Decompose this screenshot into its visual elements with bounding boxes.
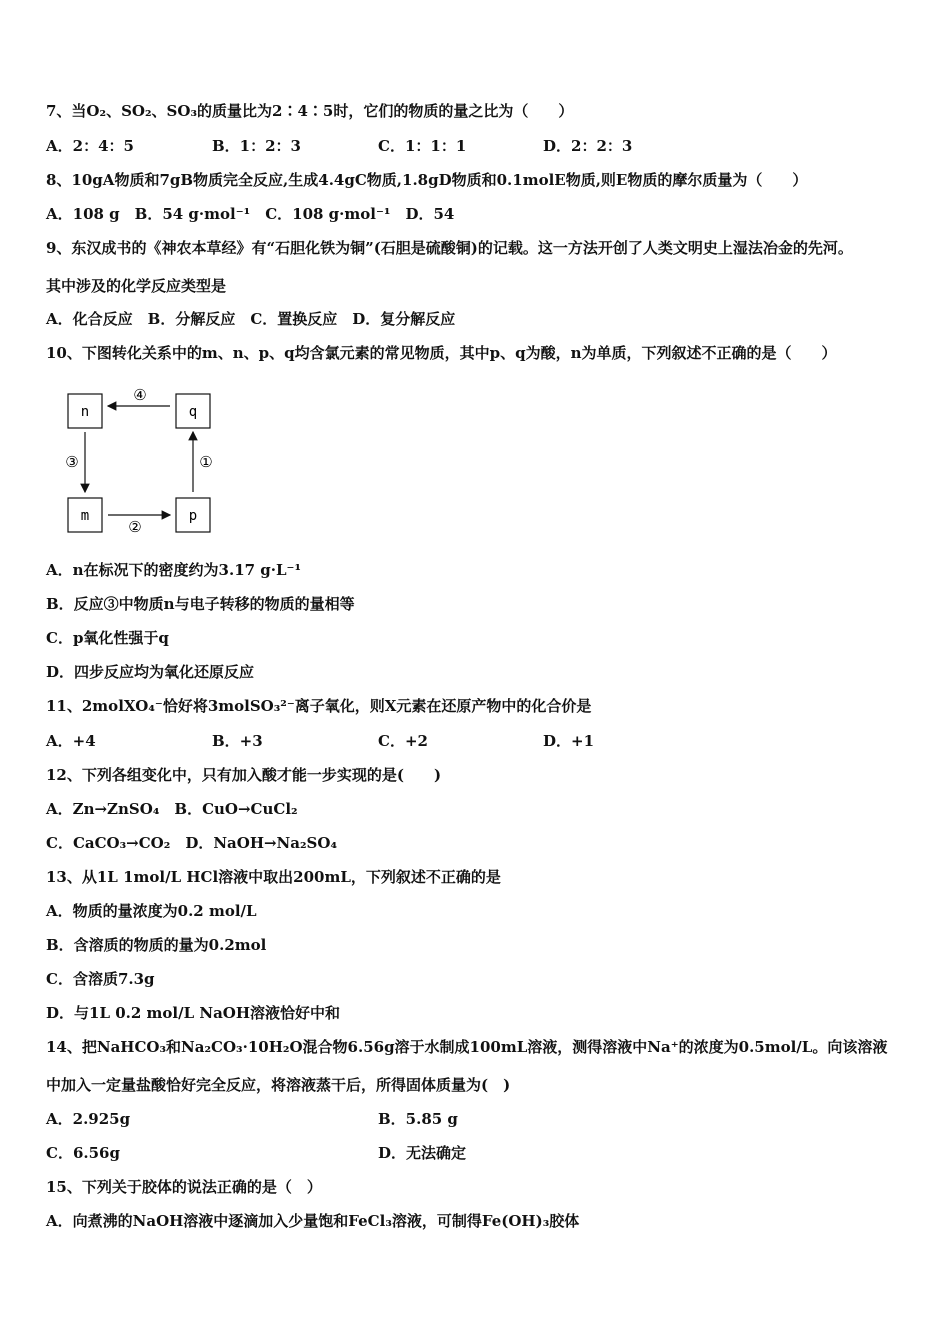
question-12-options-line-1: A．Zn→ZnSO₄ B．CuO→CuCl₂ [46,800,298,818]
question-15-stem: 15、下列关于胶体的说法正确的是（ ） [46,1178,322,1196]
question-7-stem: 7、当O₂、SO₂、SO₃的质量比为2∶4∶5时，它们的物质的量之比为（ ） [46,102,574,120]
question-7-option-a: A．2：4：5 [46,137,134,155]
conversion-diagram [50,380,230,540]
question-12-stem: 12、下列各组变化中，只有加入酸才能一步实现的是( ) [46,766,442,784]
question-14-stem-line-1: 14、把NaHCO₃和Na₂CO₃·10H₂O混合物6.56g溶于水制成100mL溶液，测得溶液中Na⁺的浓度为0.5mol/L。向该溶液 [46,1038,888,1056]
question-7-option-b: B．1：2：3 [212,137,301,155]
question-11-stem: 11、2molXO₄⁻恰好将3molSO₃²⁻离子氧化，则X元素在还原产物中的化合价是 [46,697,592,715]
question-14-stem-line-2: 中加入一定量盐酸恰好完全反应，将溶液蒸干后，所得固体质量为( ) [46,1076,511,1094]
question-10-option-a: A．n在标况下的密度约为3.17 g·L⁻¹ [46,561,302,579]
question-10-option-c: C．p氧化性强于q [46,629,169,647]
question-9-stem-line-2: 其中涉及的化学反应类型是 [46,277,227,295]
question-9-options: A．化合反应 B．分解反应 C．置换反应 D．复分解反应 [46,310,456,328]
question-13-stem: 13、从1L 1mol/L HCl溶液中取出200mL，下列叙述不正确的是 [46,868,501,886]
question-13-option-a: A．物质的量浓度为0.2 mol/L [46,902,257,920]
question-14-option-c: C．6.56g [46,1144,120,1162]
question-14-option-d: D．无法确定 [378,1144,467,1162]
node-q-label: q [188,404,198,420]
question-13-option-b: B．含溶质的物质的量为0.2mol [46,936,267,954]
node-m-label: m [80,508,90,524]
question-7-option-c: C．1：1：1 [378,137,467,155]
node-n-label: n [80,404,90,420]
question-10-stem: 10、下图转化关系中的m、n、p、q均含氯元素的常见物质，其中p、q为酸，n为单质，下列叙述不正确的是（ ） [46,344,837,362]
question-13-option-c: C．含溶质7.3g [46,970,155,988]
question-10-option-b: B．反应③中物质n与电子转移的物质的量相等 [46,595,355,613]
question-11-option-b: B．+3 [212,732,263,750]
step-4-label: ④ [133,386,147,404]
question-14-option-a: A．2.925g [46,1110,131,1128]
question-8-stem: 8、10gA物质和7gB物质完全反应,生成4.4gC物质,1.8gD物质和0.1molE物质,则E物质的摩尔质量为（ ） [46,171,808,189]
step-1-label: ① [199,453,213,471]
question-12-options-line-2: C．CaCO₃→CO₂ D．NaOH→Na₂SO₄ [46,834,338,852]
question-9-stem-line-1: 9、东汉成书的《神农本草经》有“石胆化铁为铜”(石胆是硫酸铜)的记载。这一方法开创了人类文明史上湿法冶金的先河。 [46,239,853,257]
question-11-option-c: C．+2 [378,732,428,750]
question-8-options: A．108 g B．54 g·mol⁻¹ C．108 g·mol⁻¹ D．54 [46,205,455,223]
question-13-option-d: D．与1L 0.2 mol/L NaOH溶液恰好中和 [46,1004,341,1022]
step-3-label: ③ [65,453,79,471]
question-11-option-a: A．+4 [46,732,96,750]
step-2-label: ② [128,518,142,536]
question-14-option-b: B．5.85 g [378,1110,458,1128]
question-15-option-a: A．向煮沸的NaOH溶液中逐滴加入少量饱和FeCl₃溶液，可制得Fe(OH)₃胶体 [46,1212,580,1230]
question-10-option-d: D．四步反应均为氧化还原反应 [46,663,255,681]
question-7-option-d: D．2：2：3 [543,137,633,155]
node-p-label: p [188,508,198,524]
question-11-option-d: D．+1 [543,732,595,750]
